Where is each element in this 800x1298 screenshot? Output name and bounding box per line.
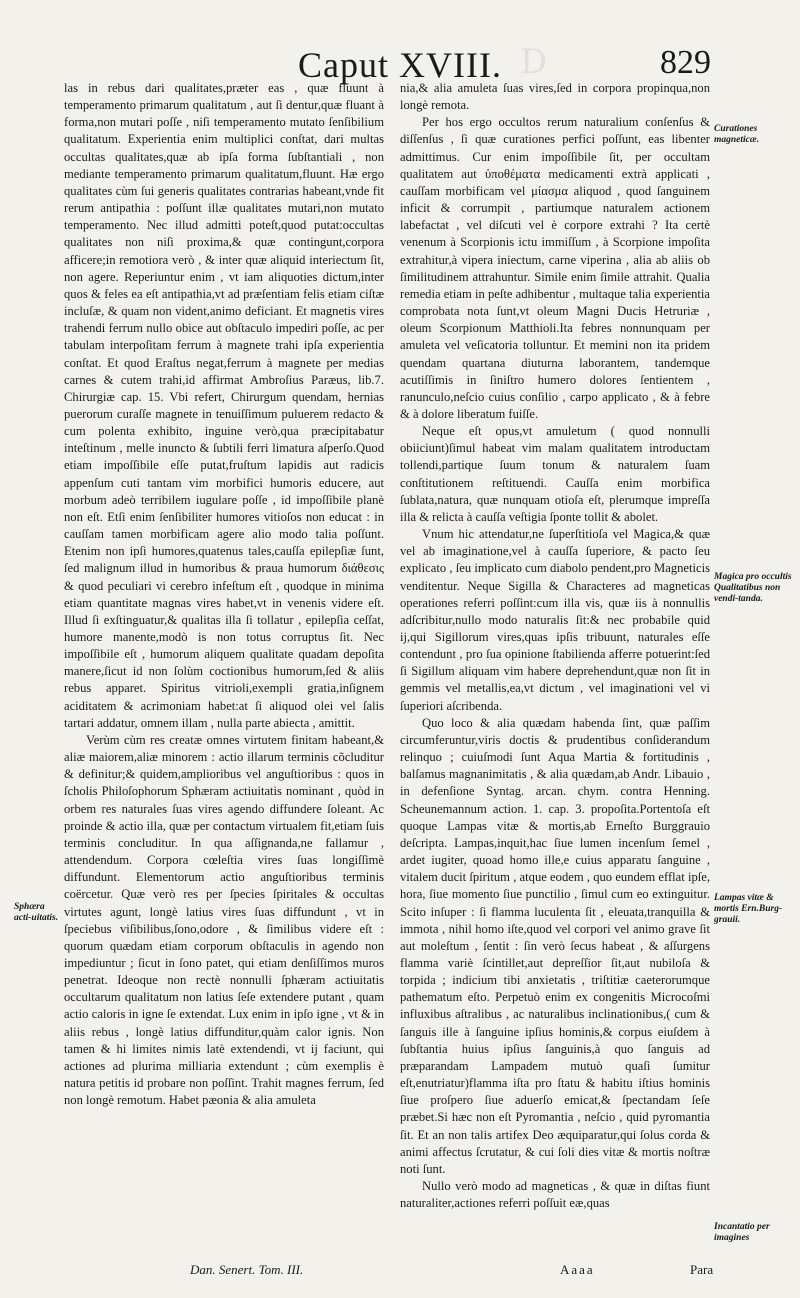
page-title: Caput XVIII. [298, 45, 502, 85]
paragraph: Per hos ergo occultos rerum naturalium conſenſus & diſſenſus , ſi quæ curationes perfici poſſunt, eas libenter admittimus. Cur enim impoſſibile ſit, per occultam qualitatem aut ὑποθέματα medicamenti extrà applicati , cauſſam morbificam vel μίασμα aliquod , quod ſanguinem inficit & corrumpit , partiumque naturalem actionem labefactat , vel diſcuti vel è corpore extrahi ? Ita certè venenum à Scorpionis ictu immiſſum , à Scorpione impoſita extrahitur,à vipera iniectum, carne viperina , alia ab aliis ob ſimilitudinem attrahuntur. Simile enim ſimile attrahit. Qualia remedia etiam in peſte adhibentur , multaque talia experientia comprobata nota ſunt,vt oleum Magni Ducis Hetruriæ , oleum Scorpionum Matthioli.Ita febres nonnunquam per amuleta vel veſicatoria tolluntur. Et memini non ita pridem quendam quartana diuturna laborantem, tandemque acutiſſimis in ſiniſtro humero dolores ſentientem , ranunculo,neſcio cuius conſilio , carpo applicato , & à febre & à dolore liberatum fuiſſe. [400, 115, 710, 421]
catchword: Para [690, 1262, 714, 1277]
page-number: 829 [660, 44, 711, 81]
margin-note-incantatio: Incantatio per imagines [714, 1222, 770, 1243]
margin-note-sphaera: Sphæra acti-uitatis. [14, 902, 59, 923]
left-column [64, 80, 384, 1265]
paragraph: las in rebus dari qualitates,præter eas , quæ fluunt à temperamento primarum qualitatum , aut ſi dentur,quæ fluant à forma,non mutari poſſe , niſi temperamento mutato ſenſibilium qualitatum. Experientia enim multiplici conſtat, dari multas occultas qualitates,quæ ab ipſa forma ſubſtantiali , non mediante temperamento primarum qualitatum,fluunt. Hæ ergo qualitates cùm ſui generis qualitates contrarias habeant,vnde fit rerum antipathia : poſſunt illæ qualitates mutari,non mutato temperamento. Nec illud admitti poteſt,quod putat:occultas qualitates non niſi proxima,& quæ contingunt,corpora afficere;in remotiora verò , & inter quæ aliquid interiectum ſit, non agere. Reperiuntur enim , vt iam aliquoties dictum,inter quos & feles ea eſt antipathia,vt ad præſentiam felis etiam ciſtæ incluſæ, & quam non vident,animo deficiant. Et magnetis vires trahendi ferrum nullo obice aut obſtaculo impediri poſſe, ac per tabulam interpoſitam ferrum à magnete trahi ipſa experientia conſtat. Et quod Eraſtus negat,ferrum à magnete per medias carnes & cutem trahi,id affirmat Ambroſius Paræus, lib.7. Chirurgiæ cap. 15. Vbi refert, Chirurgum quendam, hernias puerorum curaſſe magnete in tenuiſſimum puluerem redacto & cum polenta exhibito, inguine verò,qua præcipitabatur inteſtinum , melle inuncto & ſubtili ferri limatura aſperſo.Quod etiam impoſſibile eſſe putat,fruſtum lapidis aut radicis appenſum cuti tantam vim morbifici humoris educere, aut morbum adeò terribilem iugulare poſſe , id impoſſibile planè non eſt. Etſi enim ſenſibiliter humores vitioſos non educat : in cauſſam tamen morbificam agere alio modo talia poſſunt. Etenim non ipſi humores,quatenus tales,cauſſa epilepſiæ ſunt, ſed malignum illud in humoribus & praua humorum διάθεσις & quod peculiari vi cerebro infeſtum eſt , quodque in minima etiam quantitate magnas vires habet,vt in venenis videre eſt. Illud ſi exſtinguatur,& qualitas illa ſi tollatur , epilepſia ceſſat, humore manente,modò is non totus corruptus ſit. Nec impoſſibile eſt , humorum aliquem qualitate quadam depoſita manere,ſicut id non ſolùm coctionibus humorum,ſed & aliis rebus apparet. Spiritus vitrioli,exempli gratia,inſignem aciditatem & acrimoniam habet:at ſi aliquod olei vel ſalis tartari addatur, omnem illam , nulla parte abiecta , amittit. [64, 81, 384, 730]
margin-note-curationes: Curationes magneticæ. [714, 124, 760, 145]
paragraph: Vnum hic attendatur,ne ſuperſtitioſa vel Magica,& quæ vel ab imaginatione,vel à cauſſa ſuperiore, & pacto ſeu explicato , ſeu implicato cum diabolo pendent,pro Magneticis venditentur. Neque Sigilla & Characteres ad magneticas operationes referri poſſint:cum illa vis, quæ iis à nonnullis adſcribitur,nullo modo naturalis ſit:& nec probabile quid ij,qui Sigillorum vires,quas ipſis tribuunt, naturales eſſe contendunt , pro ſua opinione ſtabilienda afferre potuerint:ſed ſi Sigillum aliquam vim habere deprehendunt,quæ non ſit in gemmis vel metallis,ea,vt dictum , vel imaginationi vel vi ſuperiori aſcribenda. [400, 527, 710, 713]
bleed-through-ghost: D [520, 42, 550, 82]
footer-citation: Dan. Senert. Tom. III. [190, 1262, 304, 1277]
paragraph: Nullo verò modo ad magneticas , & quæ in diſtas fiunt naturaliter,actiones referri poſſuit eæ,quas [400, 1179, 710, 1211]
right-column [400, 80, 710, 1265]
paragraph: nia,& alia amuleta ſuas vires,ſed in corpora propinqua,non longè remota. [400, 81, 710, 113]
signature-mark: Aaaa [560, 1262, 595, 1277]
margin-note-magica: Magica pro occultis Qualitatibus non vendi-tanda. [714, 572, 792, 604]
paragraph: Neque eſt opus,vt amuletum ( quod nonnulli obiiciunt)ſimul habeat vim malam qualitatem introductam tollendi,partique ſuum tonum & naturalem ſuam conſtitutionem reſtituendi. Cauſſa enim morbifica ſublata,natura, quæ nunquam otioſa eſt, plerumque impreſſa illa & relicta à cauſſa veſtigia ſponte tollit & abolet. [400, 424, 710, 524]
paragraph: Quo loco & alia quædam habenda ſint, quæ paſſim circumferuntur,viris doctis & prudentibus conſiderandum relinquo ; cuiuſmodi ſunt Aqua Martia & fortitudinis , balſamus magnanimitatis , & alia quædam,ab Andr. Libauio , in defenſione Syntag. arcan. chym. contra Henning. Scheunemannum action. 1. cap. 3. propoſita.Portentoſa eſt quoque Lampas vitæ & mortis,ab Erneſto Burggrauio deſcripta. Lampas,inquit,hac ſiue lumen incenſum ſemel , ardet iugiter, quoad homo ille,e cuius apparatu ſanguine , vitalem ducit ſpiritum , atque eodem , quo eundem efflat ipſe, hora, ſiue momento ſiue punctilio , ſimul cum eo extinguitur. Scito inſuper : ſi flamma luculenta ſit , eleuata,tranquilla & immota , nihil homo iſte,quod vel corpori vel animo grave ſit aut moleſtum , ſentit : ſin verò ſecus habeat , & aſſurgens flamma variè ſcintillet,aut depreſſior ſit,aut nubiloſa & torpida ; indicium tibi anxietatis , triſtitiæ caeterorumque pathematum eſto. Perpetuò enim ex congenitis Microcoſmi influxibus aſtralibus , ac naturalibus inclinationibus,( cum & ſanguis ille à ſanguine ipſius hominis,& corpus eiuſdem à ſubſtantia huius ipſius ſanguinis,à quo ſanguis ad præparandam Lampadem mutuò quaſi ſumitur eſt,enutriatur)flamma iſta pro ſtatu & habitu iſtius hominis ſiue proſpero ſiue aduerſo emicat,& ſpectandam ſeſe præbet.Si hæc non eſt Pyromantia , neſcio , quid pyromantia ſit. Et an non talis artifex Deo æquiparatur,qui ſolus corda & animi affectus ſcrutatur, & cui ſoli dies vitæ & mortis noſtræ noti ſunt. [400, 715, 710, 1176]
margin-note-lampas: Lampas vitæ & mortis Ern.Burg-grauii. [714, 893, 783, 925]
paragraph: Verùm cùm res creatæ omnes virtutem finitam habeant,& aliæ maiorem,aliæ minorem : actio illarum terminis cõcluditur & definitur;& quidem,amplioribus vel anguſtioribus : quos in ſcholis Philoſophorum Sphæram actiuitatis nominant , quòd in orbem res naturales ſuas vires agendo diffundere ſoleant. Ac proinde & actio illa, quæ per contactum virtualem fit,etiam ſuis terminis concluditur. In qua aſſignanda,ne fallamur , attendendum. Corpora cœleſtia vires ſuas longiſſimè diffundunt. Elementorum actio anguſtioribus terminis coërcetur. Quæ verò res per ſpecies ſpiritales & occultas virtutes agunt, longè latius vires ſuas diffundunt , vt in ſpeciebus viſibilibus,ſono,odore , & ſimilibus videre eſt : quorum quædam etiam corporum obſtaculis in agendo non impediuntur ; ſicut in ſono patet, qui etiam denſiſſimos muros penetrat. Ideoque non rectè nonnulli ſphæram actiuitatis occultarum qualitatum non latius ſeſe extendere putant , quam actio caloris in igne ſe extendat. Lux enim in ipſo igne , vt & in aliis rebus , longè latius diffunditur,quàm calor ignis. Non tamen & hi limites nimis latè extendendi, vt ij faciunt, qui actiones ad plurima milliaria extendunt ; cùm exemplis è natura petitis id probare non poſſint. Trahit magnes ferrum, ſed non longè remotum. Habet pæonia & alia amuleta [64, 732, 384, 1108]
